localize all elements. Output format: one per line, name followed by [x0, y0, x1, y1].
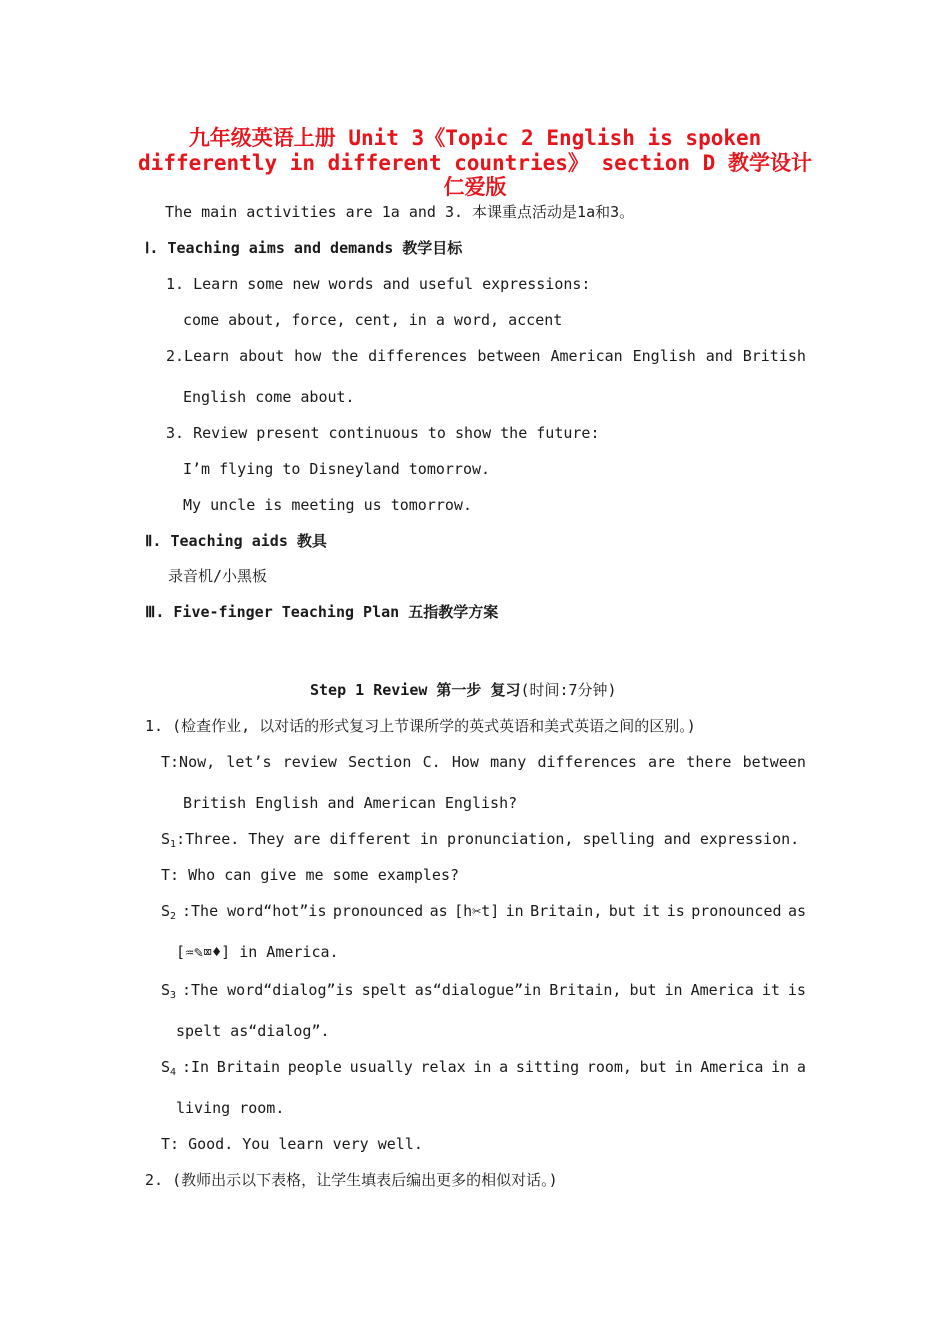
step-1-point-2: 2. (教师出示以下表格，让学生填表后编出更多的相似对话。) — [145, 1171, 558, 1189]
teaching-aids-content: 录音机/小黑板 — [168, 567, 268, 585]
word: how — [294, 347, 322, 365]
word: in — [505, 902, 524, 920]
word: are — [648, 753, 676, 771]
word: people — [287, 1058, 342, 1076]
word: Britain, — [549, 981, 622, 999]
step-1-heading: Step 1 Review 第一步 复习 — [310, 681, 521, 699]
word: it — [761, 981, 780, 999]
word: between — [477, 347, 541, 365]
word: Britain — [216, 1058, 281, 1076]
student-1-text: :Three. They are different in pronunciation, spelling and expression. — [176, 830, 800, 848]
student-4-prefix — [161, 1057, 176, 1083]
word: C. — [422, 753, 441, 771]
aim-item-2 — [166, 346, 806, 366]
word: T:Now, — [161, 753, 216, 771]
word: is — [666, 902, 685, 920]
student-2-prefix — [161, 901, 176, 927]
student-3-prefix — [161, 980, 176, 1006]
student-label: S — [161, 830, 171, 848]
word: in — [771, 1058, 790, 1076]
word: sitting — [515, 1058, 580, 1076]
word: let’s — [226, 753, 272, 771]
step-1-time: (时间:7分钟) — [520, 681, 617, 699]
word: pronounced — [332, 902, 424, 920]
word: the — [331, 347, 359, 365]
dialog-student-4-continued: living room. — [176, 1099, 285, 1117]
dialog-student-3 — [182, 980, 806, 1000]
word: English — [632, 347, 696, 365]
section-1-heading: Ⅰ. Teaching aims and demands 教学目标 — [145, 239, 463, 257]
aim-item-1-words: come about, force, cent, in a word, accent — [183, 311, 563, 329]
word: British — [742, 347, 806, 365]
word: usually — [349, 1058, 413, 1076]
word: America — [700, 1058, 764, 1076]
word: a — [499, 1058, 509, 1076]
word: review — [282, 753, 337, 771]
dialog-teacher-1-continued: British English and American English? — [183, 794, 518, 812]
dialog-student-1 — [161, 829, 799, 855]
student-label: S — [161, 1058, 171, 1076]
word: spelt — [361, 981, 407, 999]
student-label: S — [161, 902, 171, 920]
word: a — [796, 1058, 806, 1076]
word: How — [451, 753, 479, 771]
student-number: 4 — [170, 1067, 177, 1078]
aim-item-3: 3. Review present continuous to show the future: — [166, 424, 600, 442]
word: between — [742, 753, 806, 771]
student-number: 3 — [170, 990, 177, 1001]
word: as — [429, 902, 448, 920]
aim-example-2: My uncle is meeting us tomorrow. — [183, 496, 472, 514]
word: but — [629, 981, 657, 999]
word: in — [473, 1058, 492, 1076]
word: and — [705, 347, 733, 365]
word: many — [490, 753, 527, 771]
dialog-student-3-continued: spelt as“dialog”. — [176, 1022, 330, 1040]
word: is — [787, 981, 806, 999]
dialog-student-4 — [182, 1057, 806, 1077]
dialog-teacher-2: T: Who can give me some examples? — [161, 866, 460, 884]
word: America — [690, 981, 754, 999]
word: in — [674, 1058, 693, 1076]
word: differences — [537, 753, 637, 771]
word: Section — [348, 753, 412, 771]
student-number: 1 — [170, 839, 177, 850]
word: :The word“dialog”is — [182, 981, 354, 999]
word: as“dialogue”in — [414, 981, 542, 999]
aim-example-1: I’m flying to Disneyland tomorrow. — [183, 460, 491, 478]
word: relax — [420, 1058, 466, 1076]
word: :In — [182, 1058, 210, 1076]
dialog-student-2-continued: [♒✎⌧♦] in America. — [176, 943, 339, 961]
step-1-point-1: 1. (检查作业, 以对话的形式复习上节课所学的英式英语和美式英语之间的区别。) — [145, 717, 696, 735]
word: pronounced — [691, 902, 782, 920]
word: in — [664, 981, 683, 999]
word: [h✂t] — [454, 902, 500, 920]
word: 2.Learn — [166, 347, 230, 365]
word: differences — [368, 347, 468, 365]
word: as — [787, 902, 806, 920]
step-1-heading-row — [310, 680, 617, 700]
word: about — [239, 347, 285, 365]
dialog-student-2 — [182, 901, 806, 921]
section-2-heading: Ⅱ. Teaching aids 教具 — [145, 532, 327, 550]
word: Britain, — [530, 902, 603, 920]
aim-item-1: 1. Learn some new words and useful expressions: — [166, 275, 591, 293]
section-3-heading: Ⅲ. Five-finger Teaching Plan 五指教学方案 — [145, 603, 499, 621]
aim-item-2-continued: English come about. — [183, 388, 355, 406]
word: it — [642, 902, 661, 920]
word: American — [550, 347, 623, 365]
word: room, — [586, 1058, 632, 1076]
intro-text: The main activities are 1a and 3. 本课重点活动是1a和3。 — [165, 203, 635, 221]
doc-title-line-1: 九年级英语上册 Unit 3《Topic 2 English is spoken — [188, 126, 762, 150]
word: but — [608, 902, 636, 920]
doc-title-line-2: differently in different countries》 section D 教学设计 — [138, 151, 812, 175]
student-label: S — [161, 981, 171, 999]
word: :The word“hot”is — [182, 902, 327, 920]
doc-title-line-3: 仁爱版 — [443, 175, 507, 199]
dialog-teacher-3: T: Good. You learn very well. — [161, 1135, 423, 1153]
dialog-teacher-1 — [161, 752, 806, 772]
word: there — [686, 753, 732, 771]
word: but — [639, 1058, 667, 1076]
student-number: 2 — [170, 911, 177, 922]
